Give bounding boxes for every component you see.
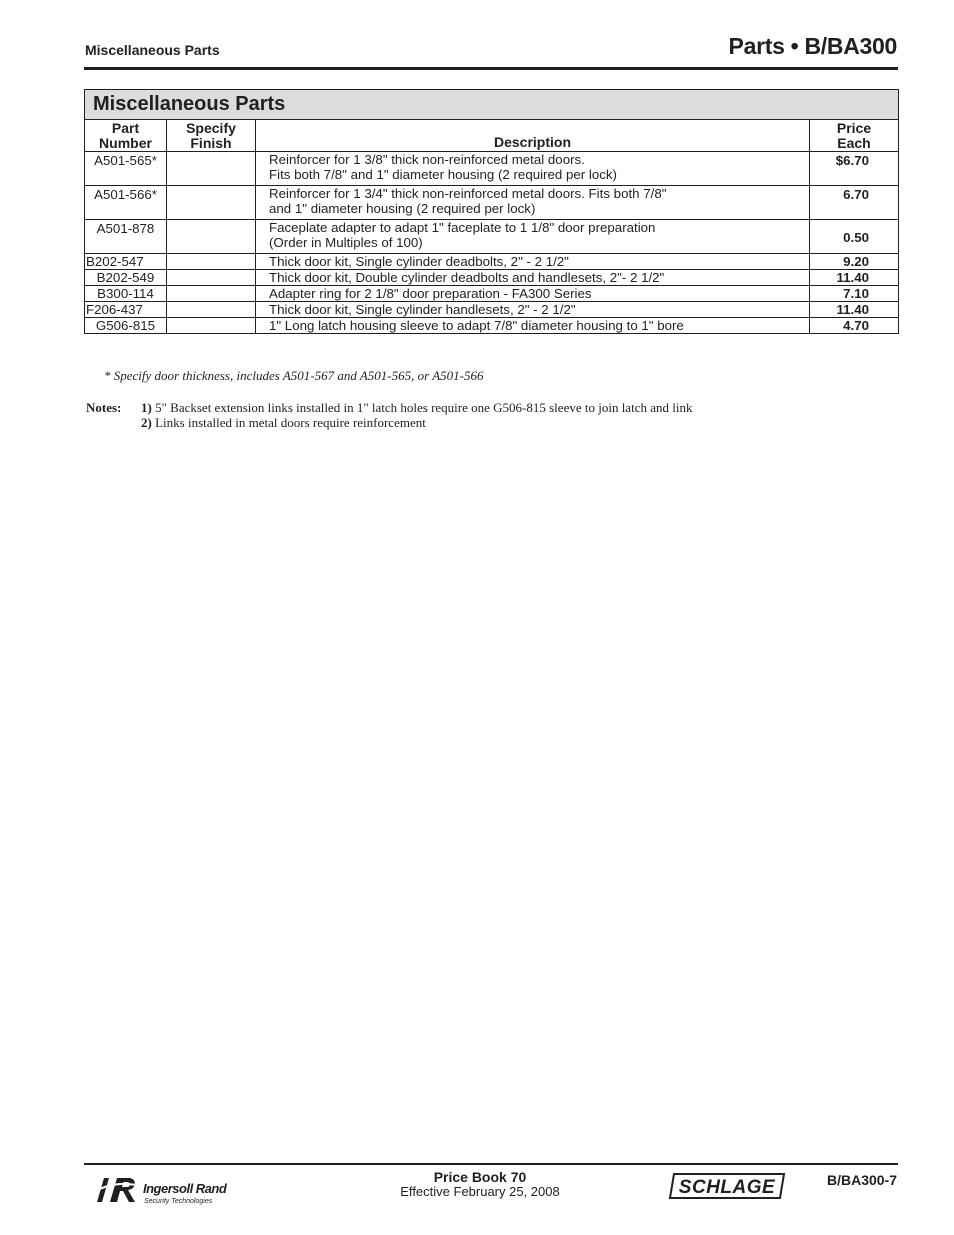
table-row bbox=[85, 318, 899, 334]
description-cell: Thick door kit, Single cylinder handlesets, 2" - 2 1/2" bbox=[256, 302, 810, 318]
description-cell: Thick door kit, Single cylinder deadbolts, 2" - 2 1/2" bbox=[256, 254, 810, 270]
table-title-row bbox=[85, 90, 899, 120]
col-header-finish-line1: Specify bbox=[186, 120, 236, 136]
notes-block bbox=[86, 400, 692, 430]
part-number: B300-114 bbox=[85, 286, 167, 302]
price-cell: 4.70 bbox=[810, 318, 899, 334]
finish-cell bbox=[167, 186, 256, 220]
schlage-wordmark: SCHLAGE bbox=[678, 1177, 776, 1198]
ingersoll-rand-logo bbox=[95, 1172, 245, 1208]
price-cell: 11.40 bbox=[810, 302, 899, 318]
table-row bbox=[85, 152, 899, 186]
price-cell: 7.10 bbox=[810, 286, 899, 302]
description-line: Reinforcer for 1 3/4" thick non-reinforced metal doors. Fits both 7/8" bbox=[269, 186, 667, 201]
note-line bbox=[86, 415, 692, 430]
header-rule bbox=[84, 67, 898, 70]
brand-subtitle: Security Technologies bbox=[144, 1198, 213, 1205]
column-header-row bbox=[85, 120, 899, 152]
col-header-specify-finish bbox=[167, 120, 256, 152]
ir-mark-icon bbox=[95, 1174, 143, 1204]
finish-cell bbox=[167, 220, 256, 254]
page-number: B/BA300-7 bbox=[826, 1172, 897, 1188]
description-line: Fits both 7/8" and 1" diameter housing (2 required per lock) bbox=[269, 167, 617, 182]
description-line: (Order in Multiples of 100) bbox=[269, 235, 423, 250]
table-row bbox=[85, 254, 899, 270]
part-number: A501-565* bbox=[85, 152, 167, 186]
price-cell: 0.50 bbox=[810, 220, 899, 254]
part-number: B202-549 bbox=[85, 270, 167, 286]
col-header-part-line1: Part bbox=[111, 120, 140, 136]
note-number: 1) bbox=[141, 400, 152, 415]
footer-rule bbox=[84, 1163, 898, 1165]
effective-date: Effective February 25, 2008 bbox=[400, 1184, 560, 1199]
col-header-part-number bbox=[85, 120, 167, 152]
footnote: * Specify door thickness, includes A501-567 and A501-565, or A501-566 bbox=[104, 368, 484, 383]
note-text: Links installed in metal doors require reinforcement bbox=[151, 415, 426, 430]
schlage-logo-icon bbox=[668, 1171, 788, 1201]
table-row bbox=[85, 186, 899, 220]
schlage-logo bbox=[668, 1171, 788, 1201]
description-cell: Thick door kit, Double cylinder deadbolts and handlesets, 2"- 2 1/2" bbox=[256, 270, 810, 286]
price-cell: 6.70 bbox=[810, 186, 899, 220]
part-number: B202-547 bbox=[85, 254, 167, 270]
description-cell bbox=[256, 186, 810, 220]
finish-cell bbox=[167, 318, 256, 334]
notes-label: Notes: bbox=[86, 400, 122, 415]
description-cell: Adapter ring for 2 1/8" door preparation - FA300 Series bbox=[256, 286, 810, 302]
description-line: and 1" diameter housing (2 required per lock) bbox=[269, 201, 536, 216]
note-number: 2) bbox=[141, 415, 152, 430]
table-row bbox=[85, 270, 899, 286]
description-line: Reinforcer for 1 3/8" thick non-reinforced metal doors. bbox=[269, 152, 585, 167]
col-header-part-line2: Number bbox=[99, 135, 152, 151]
table-row bbox=[85, 302, 899, 318]
note-text: 5" Backset extension links installed in 1" latch holes require one G506-815 sleeve to join latch and link bbox=[151, 400, 693, 415]
col-header-description: Description bbox=[256, 120, 810, 152]
parts-table-container bbox=[84, 89, 898, 334]
col-header-price bbox=[810, 120, 899, 152]
part-number: G506-815 bbox=[85, 318, 167, 334]
finish-cell bbox=[167, 270, 256, 286]
note-line bbox=[86, 400, 692, 415]
col-header-finish-line2: Finish bbox=[190, 135, 232, 151]
price-book-title: Price Book 70 bbox=[433, 1169, 527, 1185]
price-cell: $6.70 bbox=[810, 152, 899, 186]
table-row bbox=[85, 286, 899, 302]
description-cell bbox=[256, 152, 810, 186]
page-title: Parts • B/BA300 bbox=[728, 33, 897, 59]
part-number: F206-437 bbox=[85, 302, 167, 318]
price-cell: 9.20 bbox=[810, 254, 899, 270]
description-cell bbox=[256, 220, 810, 254]
part-number: A501-566* bbox=[85, 186, 167, 220]
col-header-price-line1: Price bbox=[836, 120, 872, 136]
col-header-price-line2: Each bbox=[837, 135, 871, 151]
table-row bbox=[85, 220, 899, 254]
section-label: Miscellaneous Parts bbox=[85, 42, 220, 58]
finish-cell bbox=[167, 254, 256, 270]
brand-name: Ingersoll Rand bbox=[143, 1181, 227, 1196]
description-cell: 1" Long latch housing sleeve to adapt 7/8" diameter housing to 1" bore bbox=[256, 318, 810, 334]
table-title: Miscellaneous Parts bbox=[85, 90, 899, 120]
finish-cell bbox=[167, 286, 256, 302]
finish-cell bbox=[167, 152, 256, 186]
part-number: A501-878 bbox=[85, 220, 167, 254]
finish-cell bbox=[167, 302, 256, 318]
parts-table bbox=[84, 89, 899, 334]
price-cell: 11.40 bbox=[810, 270, 899, 286]
description-line: Faceplate adapter to adapt 1" faceplate to 1 1/8" door preparation bbox=[269, 220, 656, 235]
price-book-info bbox=[380, 1170, 580, 1199]
